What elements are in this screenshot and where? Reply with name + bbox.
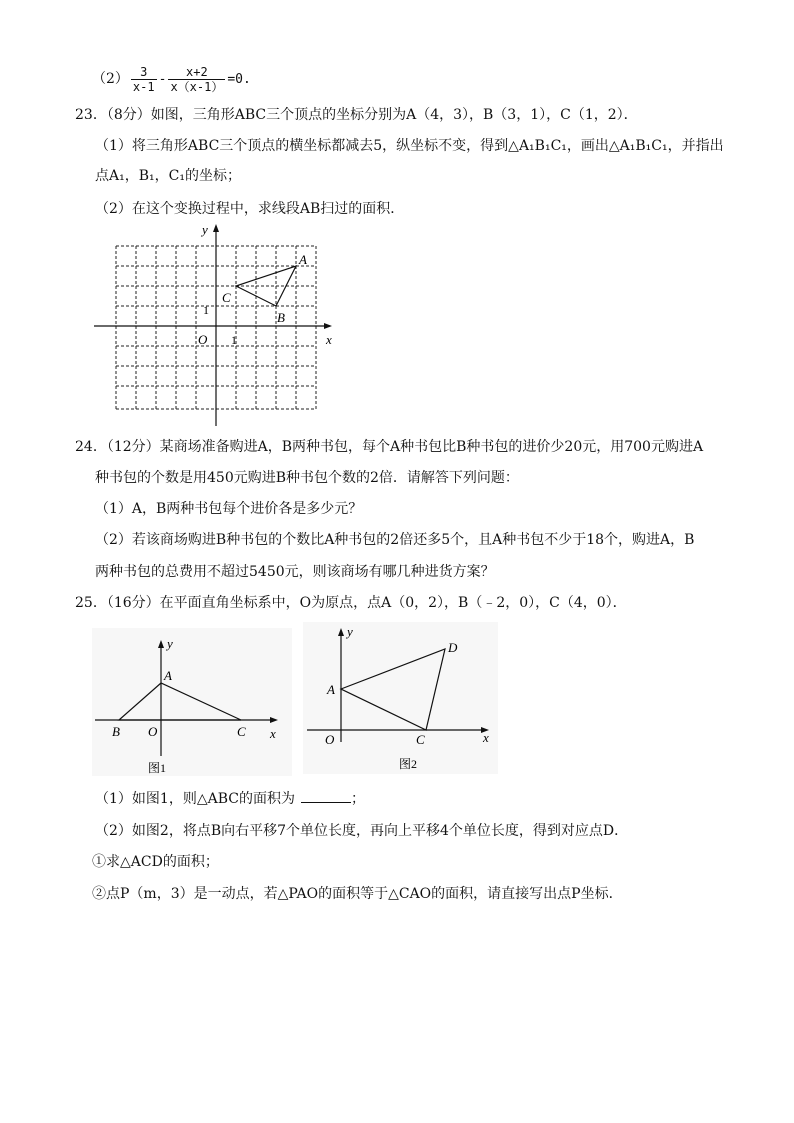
origin-label: O xyxy=(325,732,335,747)
fraction-2 xyxy=(168,65,225,94)
point-a-label: A xyxy=(327,682,335,697)
origin-label: O xyxy=(198,332,208,347)
fraction-1-denominator: x-1 xyxy=(132,79,155,94)
q25-part1-text: （1）如图1，则△ABC的面积为 xyxy=(95,791,295,807)
answer-blank xyxy=(301,788,351,803)
equation-tail: =0. xyxy=(227,72,251,87)
y-axis-label: y xyxy=(347,624,353,639)
y-axis-label: y xyxy=(167,636,173,651)
q23-part1-line1: （1）将三角形ABC三个顶点的横坐标都减去5，纵坐标不变，得到△A₁B₁C₁，画出△A₁B₁C₁，并指出 xyxy=(95,138,724,154)
q24-part1: （1）A，B两种书包每个进价各是多少元？ xyxy=(95,501,363,517)
point-b-label: B xyxy=(277,310,285,325)
point-d-label: D xyxy=(448,640,458,655)
origin-label: O xyxy=(148,724,158,739)
x-axis-label: x xyxy=(326,332,332,347)
q25-sub1: ①求△ACD的面积； xyxy=(92,854,219,870)
fraction-1 xyxy=(131,65,157,94)
q23-part2: （2）在这个变换过程中，求线段AB扫过的面积． xyxy=(95,201,405,217)
q25-part1 xyxy=(95,788,365,809)
q23-stem: 23．（8分）如图，三角形ABC三个顶点的坐标分别为A（4，3），B（3，1），C（1，2）． xyxy=(75,107,638,123)
equation-label: （2） xyxy=(92,71,129,87)
q25-sub2: ②点P（m，3）是一动点，若△PAO的面积等于△CAO的面积，请直接写出点P坐标． xyxy=(92,886,623,902)
point-c-label: C xyxy=(237,724,246,739)
fraction-2-denominator: x（x-1） xyxy=(170,79,224,94)
figure-1-caption: 图1 xyxy=(148,761,167,775)
minus-sign: - xyxy=(158,72,167,87)
q25-stem: 25．（16分）在平面直角坐标系中，O为原点，点A（0，2），B（﹣2，0），C（4，0）． xyxy=(75,595,627,611)
figure-2-background xyxy=(303,622,498,774)
x-axis-label: x xyxy=(270,726,276,741)
q24-part2-line1: （2）若该商场购进B种书包的个数比A种书包的2倍还多5个，且A种书包不少于18个，购进A，B xyxy=(95,532,695,548)
figure-1-background xyxy=(92,628,292,776)
q25-figure-2 xyxy=(303,622,498,774)
point-c-label: C xyxy=(416,732,425,747)
x-axis-arrow xyxy=(324,323,332,329)
q24-line2: 种书包的个数是用450元购进B种书包个数的2倍．请解答下列问题： xyxy=(95,470,519,486)
q25-part1-end: ； xyxy=(350,791,365,807)
q25-part2: （2）如图2，将点B向右平移7个单位长度，再向上平移4个单位长度，得到对应点D． xyxy=(95,823,629,839)
unit-x-label: 1 xyxy=(231,333,237,347)
point-b-label: B xyxy=(112,724,120,739)
fraction-2-numerator: x+2 xyxy=(168,65,225,80)
q24-part2-line2: 两种书包的总费用不超过5450元，则该商场有哪几种进货方案？ xyxy=(95,564,495,580)
point-c-label: C xyxy=(222,290,231,305)
figure-2-caption: 图2 xyxy=(399,757,418,771)
unit-y-label: 1 xyxy=(203,303,209,317)
fraction-1-numerator: 3 xyxy=(131,65,157,80)
q25-figure-1 xyxy=(92,628,292,776)
q23-grid-figure xyxy=(90,220,350,430)
equation-2 xyxy=(92,62,251,97)
y-axis-label: y xyxy=(202,222,208,237)
point-a-label: A xyxy=(299,252,307,267)
x-axis-label: x xyxy=(483,730,489,745)
point-a-label: A xyxy=(164,668,172,683)
y-axis-arrow xyxy=(213,224,219,232)
q23-part1-line2: 点A₁，B₁，C₁的坐标； xyxy=(95,168,241,184)
q24-line1: 24．（12分）某商场准备购进A，B两种书包，每个A种书包比B种书包的进价少20元，用700元购进A xyxy=(75,439,704,455)
